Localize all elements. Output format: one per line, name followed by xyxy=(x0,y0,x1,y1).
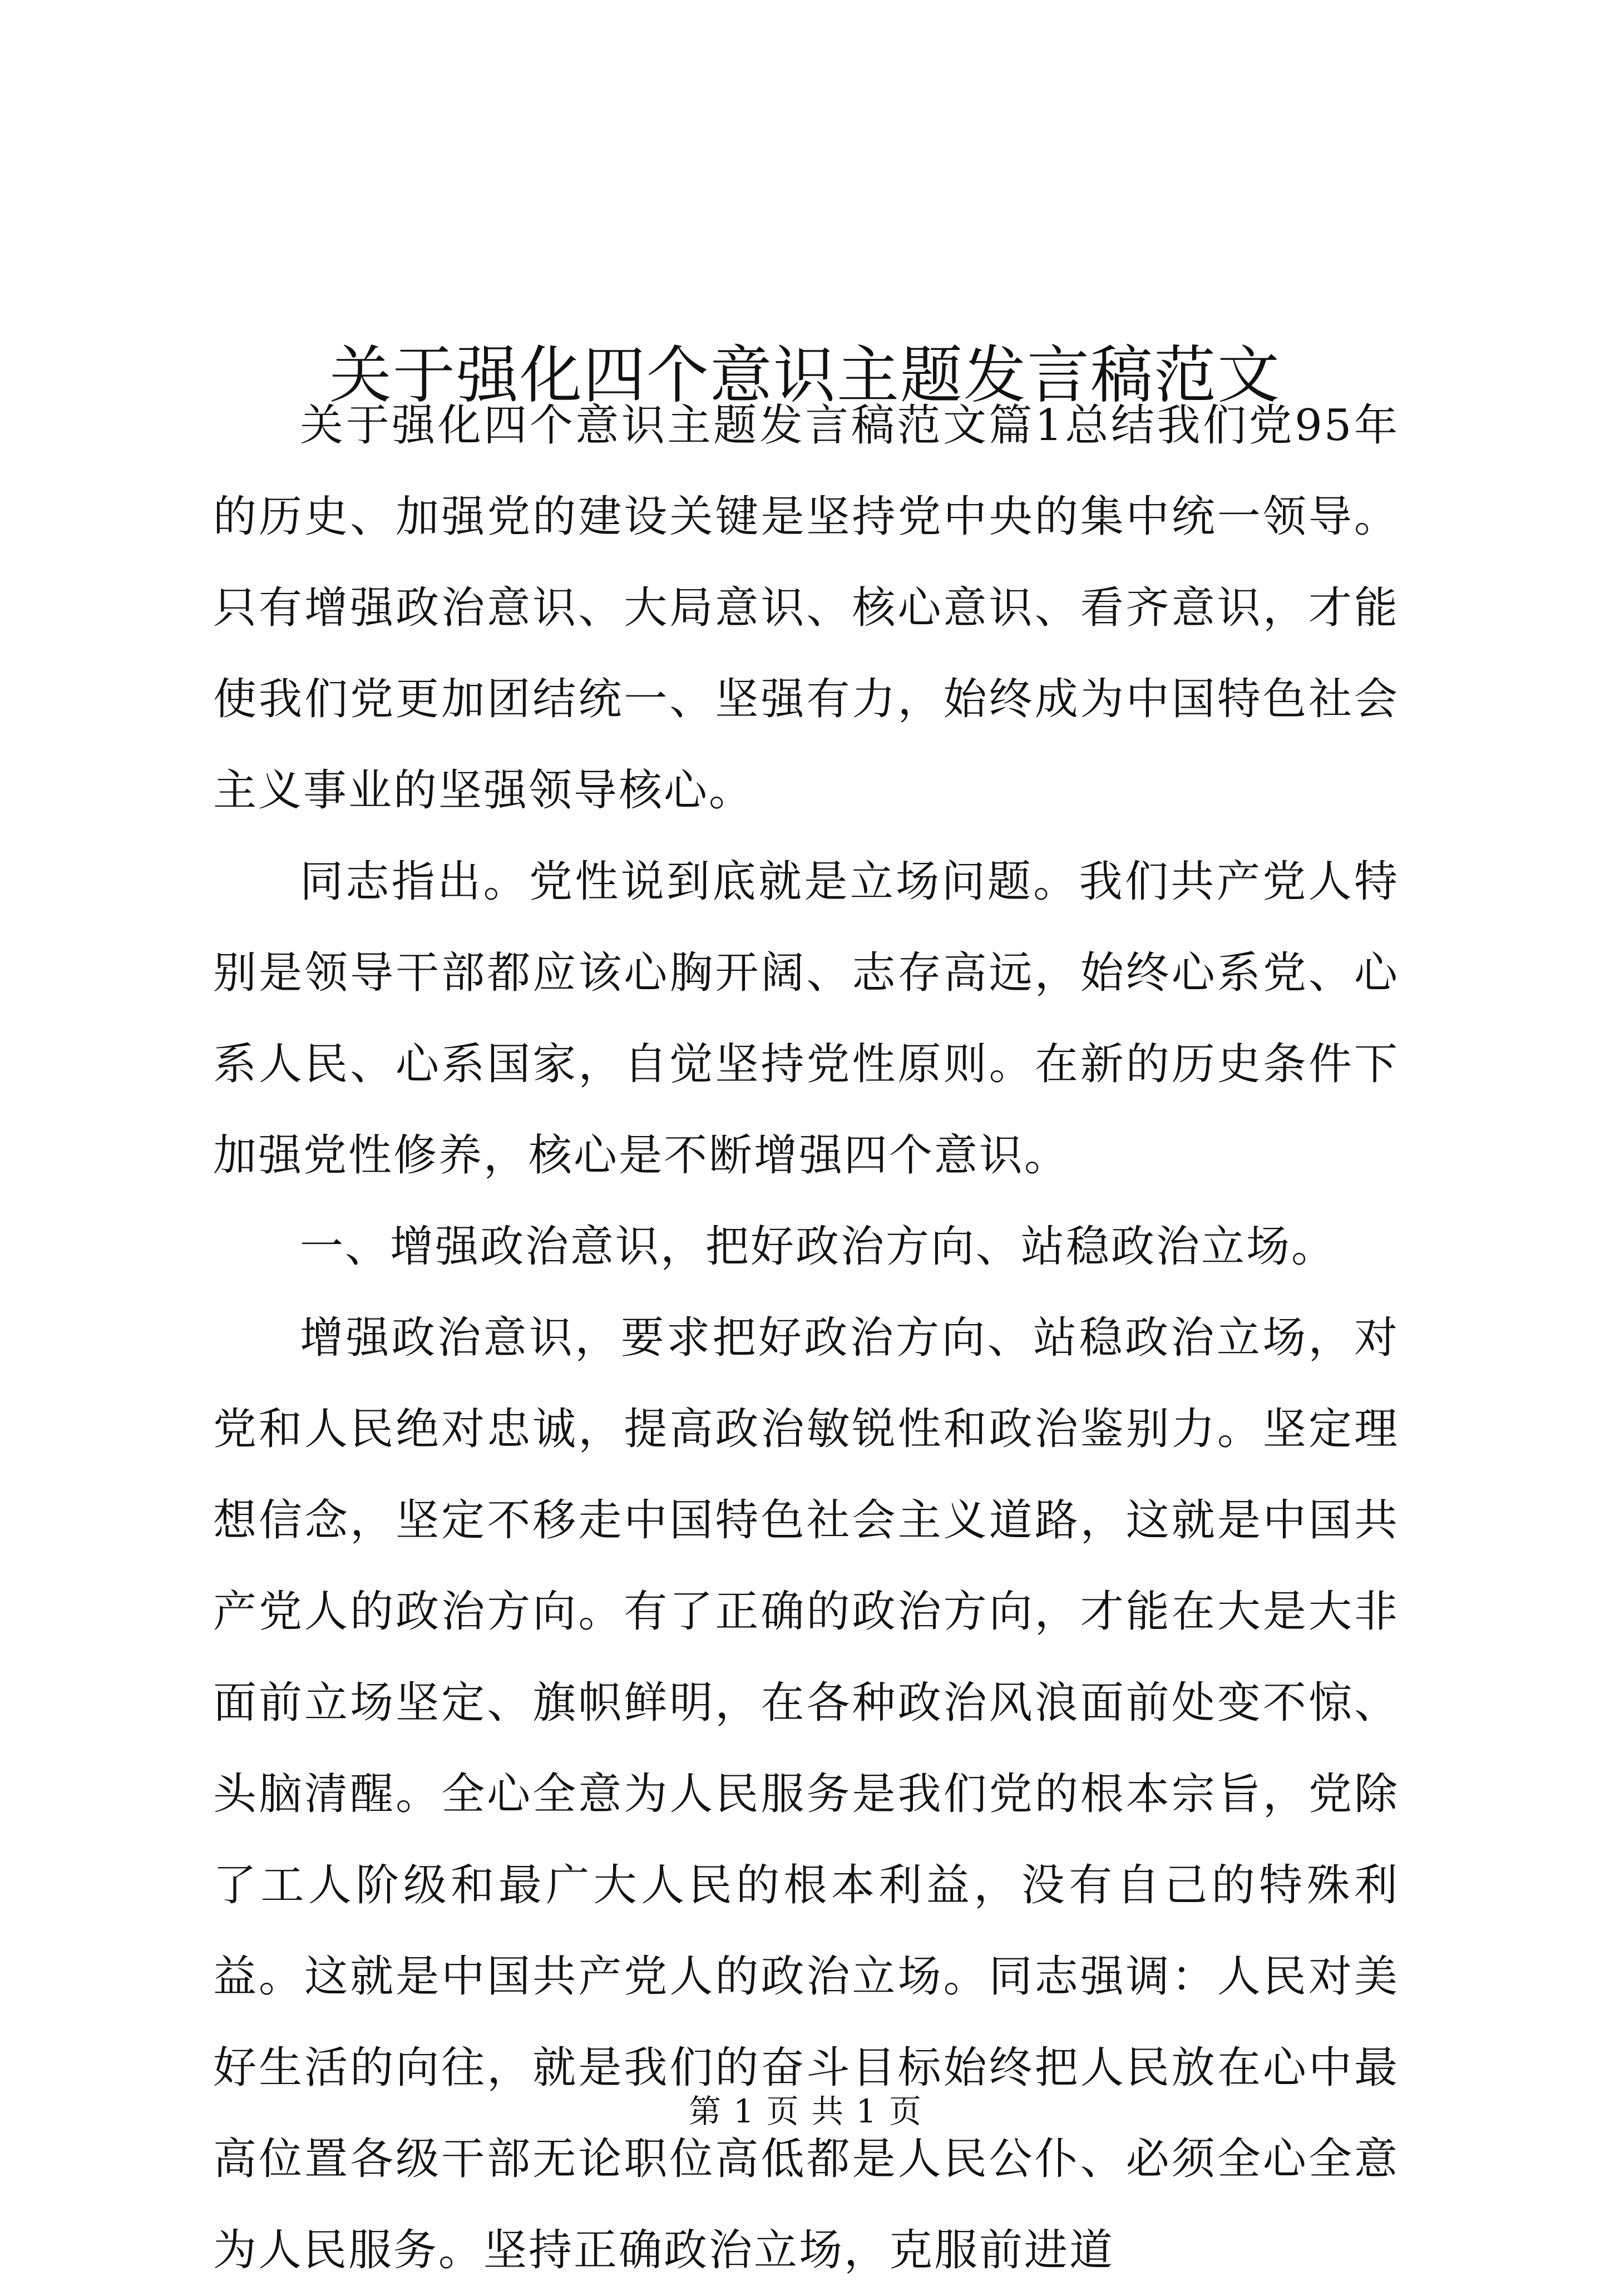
paragraph-party-spirit: 同志指出。党性说到底就是立场问题。我们共产党人特别是领导干部都应该心胸开阔、志存高远，始终心系党、心系人民、心系国家，自觉坚持党性原则。在新的历史条件下加强党性修养，核心是不断增强四个意识。 xyxy=(213,857,1399,1181)
paragraph-intro: 关于强化四个意识主题发言稿范文篇1总结我们党95年的历史、加强党的建设关键是坚持党中央的集中统一领导。只有增强政治意识、大局意识、核心意识、看齐意识，才能使我们党更加团结统一、坚强有力，始终成为中国特色社会主义事业的坚强领导核心。 xyxy=(213,401,1399,816)
paragraph-political-awareness: 增强政治意识，要求把好政治方向、站稳政治立场，对党和人民绝对忠诚，提高政治敏锐性和政治鉴别力。坚定理想信念，坚定不移走中国特色社会主义道路，这就是中国共产党人的政治方向。有了正确的政治方向，才能在大是大非面前立场坚定、旗帜鲜明，在各种政治风浪面前处变不惊、头脑清醒。全心全意为人民服务是我们党的根本宗旨，党除了工人阶级和最广大人民的根本利益，没有自己的特殊利益。这就是中国共产党人的政治立场。同志强调：人民对美好生活的向往，就是我们的奋斗目标始终把人民放在心中最高位置各级干部无论职位高低都是人民公仆、必须全心全意为人民服务。坚持正确政治立场，克服前进道 xyxy=(213,1313,1399,2275)
document-title: 关于强化四个意识主题发言稿范文 xyxy=(329,339,1281,412)
document-body xyxy=(213,380,1399,2296)
section-heading-political-awareness: 一、增强政治意识，把好政治方向、站稳政治立场。 xyxy=(300,1222,1337,1272)
page-number-footer: 第 1 页 共 1 页 xyxy=(689,2092,921,2130)
